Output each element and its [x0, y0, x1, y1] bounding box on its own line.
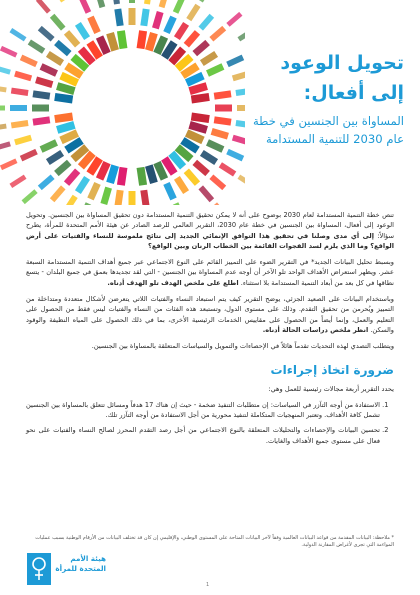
sunburst-segment — [54, 93, 73, 103]
paragraph-4: ويتطلب التصدي لهذه التحديات تقدماً هائلاً في الإحصاءات والتمويل والسياسات المتعلقة بالمساواة بين الجنسين. — [91, 342, 394, 351]
sunburst-segment — [129, 191, 136, 205]
sunburst-segment — [32, 90, 50, 99]
un-women-logo — [26, 552, 104, 588]
sunburst-segment — [64, 168, 80, 185]
sunburst-segment — [79, 0, 92, 14]
sunburst-segment — [75, 176, 90, 194]
sunburst-segment — [46, 150, 64, 165]
sunburst-segment — [79, 202, 92, 205]
logo-line-1: هيئة الأمم — [70, 554, 106, 563]
sunburst-segment — [137, 30, 147, 49]
sunburst-segment — [11, 88, 29, 96]
logo-line-2: المتحدة للمرأة — [55, 563, 106, 573]
sunburst-segment — [0, 106, 5, 111]
action-item-2: 2. تحسين البيانات والإحصاءات والتحليلات المتعلقة بالنوع الاجتماعي من أجل رصد التقدم المحرز لصالح النساء والفتيات على نحو فعال على مستوى جميع الأهداف والغايات. — [26, 425, 380, 446]
sunburst-segment — [213, 202, 228, 205]
sunburst-segment — [192, 160, 209, 176]
paragraph-3-text: وباستخدام البيانات على الصعيد الجزئي، يوضح التقرير كيف يتم استبعاد النساء والفتيات اللاتي يتعرضن لأشكال متعددة ومتداخلة من التمييز ويُحرمن من تحقيق التقدم. وذلك على مستوى الدول، وتستبعد هذه الفئات من النساء والفتيات ليس فقط من الحصول على التعليم والعمل، وإنما أيضاً من الحصول على مقاييس الخدمات الرئيسية الأخرى، بما في ذلك الحصول على المياه النظيفة والوقود والسكن. — [26, 295, 394, 334]
sunburst-segment — [173, 0, 186, 14]
sunburst-segment — [35, 76, 53, 88]
header — [0, 0, 420, 205]
sunburst-segment — [75, 22, 90, 40]
footnote: * ملاحظة: البيانات المقدمة من قواعد البيانات العالمية وفقاً لآخر البيانات المتاحة على المستوى الوطني، والإقليمي إن كان قد تختلف البيانات من الأرقام الوطنية بسبب عمليات المواءمة التي تجرى لأغراض المقارنة الدولية. — [35, 535, 394, 548]
sunburst-segment — [200, 150, 218, 165]
action-list — [26, 400, 394, 446]
sunburst-segment — [95, 0, 106, 8]
sunburst-segment — [54, 40, 71, 56]
paragraph-2-text: وبسبط تحليل البيانات الجديد* في التقرير الضوء على التمييز القائم على النوع الاجتماعي عبر جميع أهداف التنمية المستدامة السبعة عشر. ويظهر استعراض الأهداف الواحد تلو الآخر أن أوجه عدم المساواة بين الجنسين - التي لقد تجديدها بعمق في جميع البلدان - يتسع نطاقها في كل بعد من أبعاد التنمية المستدامة بلا استثناء. — [26, 258, 394, 287]
title-block — [199, 48, 404, 148]
sunburst-segment — [11, 120, 29, 128]
sunburst-segment — [174, 176, 189, 194]
sunburst-segment — [28, 39, 46, 53]
title-line-2: إلى أفعال: — [303, 82, 404, 104]
sunburst-segment — [46, 51, 64, 66]
sunburst-segment — [0, 124, 7, 131]
page-number: 1 — [206, 582, 210, 588]
sunburst-segment — [87, 16, 100, 34]
main-content — [26, 210, 394, 451]
sunburst-segment — [20, 55, 38, 68]
sunburst-segment — [114, 8, 123, 26]
sunburst-segment — [219, 162, 237, 176]
action-intro: يحدد التقرير أربعة مجالات رئيسية للعمل وهي: — [268, 384, 394, 393]
action-item-1: 1. الاستفادة من أوجه التآزر في السياسات: إن متطلبات التنفيذ ضخمة - حيث إن هناك 17 هدفاً ومسائل تتعلق بالمساواة بين الجنسين تشمل كافة الأهداف. وتعتبر المنهجيات المتكاملة لتنفيذ محورية من أجل الاستفادة من أوجه التآزر تلك. — [26, 400, 380, 421]
sunburst-segment — [0, 159, 17, 171]
sunburst-segment — [54, 160, 71, 176]
sunburst-segment — [38, 174, 55, 190]
sunburst-segment — [0, 65, 11, 75]
sunburst-segment — [10, 105, 27, 111]
sunburst-segment — [237, 175, 245, 188]
sunburst-segment — [140, 190, 149, 205]
sunburst-segment — [50, 14, 66, 31]
sunburst-segment — [9, 28, 26, 41]
sunburst-segment — [87, 182, 100, 200]
action-section-title: ضرورة اتخاذ إجراءات — [270, 362, 394, 377]
sunburst-segment — [54, 113, 73, 123]
sunburst-segment — [114, 190, 123, 205]
sunburst-segment — [163, 16, 176, 34]
sunburst-segment — [52, 0, 65, 3]
sunburst-segment — [14, 71, 32, 82]
sunburst-segment — [14, 135, 32, 146]
sunburst-segment — [40, 139, 58, 152]
sunburst-segment — [199, 0, 212, 3]
sunburst-segment — [174, 22, 189, 40]
sunburst-segment — [32, 116, 50, 125]
sunburst-segment — [32, 105, 49, 112]
sunburst-segment — [50, 185, 66, 202]
sunburst-segment — [129, 8, 136, 25]
sunburst-segment — [112, 0, 120, 5]
sunburst-segment — [237, 28, 245, 41]
sunburst-segment — [173, 202, 186, 205]
sunburst-segment — [117, 167, 127, 186]
case-studies-link[interactable]: انظر ملخص دراسات الحالة أدناه. — [262, 325, 369, 334]
sunburst-segment — [100, 187, 112, 205]
sunburst-segment — [198, 14, 214, 31]
sunburst-segment — [117, 30, 127, 49]
un-women-emblem-icon — [26, 552, 52, 586]
sunburst-segment — [144, 0, 152, 5]
sunburst-segment — [0, 141, 11, 151]
logo-text — [54, 554, 106, 573]
sunburst-segment — [226, 149, 244, 162]
sunburst-segment — [40, 63, 58, 76]
sunburst-segment — [184, 168, 200, 185]
sunburst-segment — [163, 182, 176, 200]
paragraph-2 — [26, 257, 394, 288]
subtitle-line-1: المساواة بين الجنسين في خطة — [252, 114, 404, 128]
sunburst-segment — [64, 30, 80, 47]
sunburst-segment — [20, 149, 38, 162]
sunburst-segment — [198, 185, 214, 202]
sunburst-segment — [159, 0, 170, 8]
sunburst-segment — [38, 26, 55, 42]
sunburst-segment — [184, 30, 200, 47]
sunburst-segment — [0, 46, 17, 58]
sunburst-segment — [186, 4, 200, 22]
sunburst-segment — [36, 0, 51, 14]
title-line-1: تحويل الوعود — [280, 52, 404, 74]
subtitle-line-2: عام 2030 للتنمية المستدامة — [265, 132, 404, 146]
sunburst-segment — [137, 167, 147, 186]
goal-summary-link[interactable]: اطلع على ملخص الهدف تلو الهدف أدناه. — [107, 278, 239, 287]
paragraph-1 — [26, 210, 394, 251]
sunburst-segment — [209, 26, 226, 42]
sunburst-segment — [152, 11, 164, 29]
sunburst-segment — [22, 189, 38, 204]
sunburst-segment — [140, 8, 149, 26]
paragraph-1-question: إلى أي مدى وصلنا في تحقيق هذا التوافق الإنمائي الجديد إلى نتائج ملموسة للنساء والفتيات على أرض الواقع؟ وما الذي يلزم لسد الفجوات القائمة بين الخطاب الرنان وبين الواقع؟ — [26, 231, 394, 250]
sunburst-segment — [226, 12, 242, 27]
sunburst-segment — [209, 174, 226, 190]
paragraph-1-text: تنص خطة التنمية المستدامة لعام 2030 بوضوح على أنه لا يمكن تحقيق التنمية المستدامة دون تحقيق المساواة بين الجنسين. وتحويل الوعود إلى أفعال، المساواة بين الجنسين في خطة عام 2030، التقرير العالمي للرصد الصادر عن هيئة الأمم المتحدة للمرأة، يطرح سؤالاً: — [26, 211, 394, 240]
sunburst-segment — [63, 195, 77, 205]
sunburst-segment — [0, 85, 7, 92]
sunburst-segment — [9, 175, 26, 188]
paragraph-3 — [26, 294, 394, 335]
sunburst-segment — [129, 0, 135, 3]
